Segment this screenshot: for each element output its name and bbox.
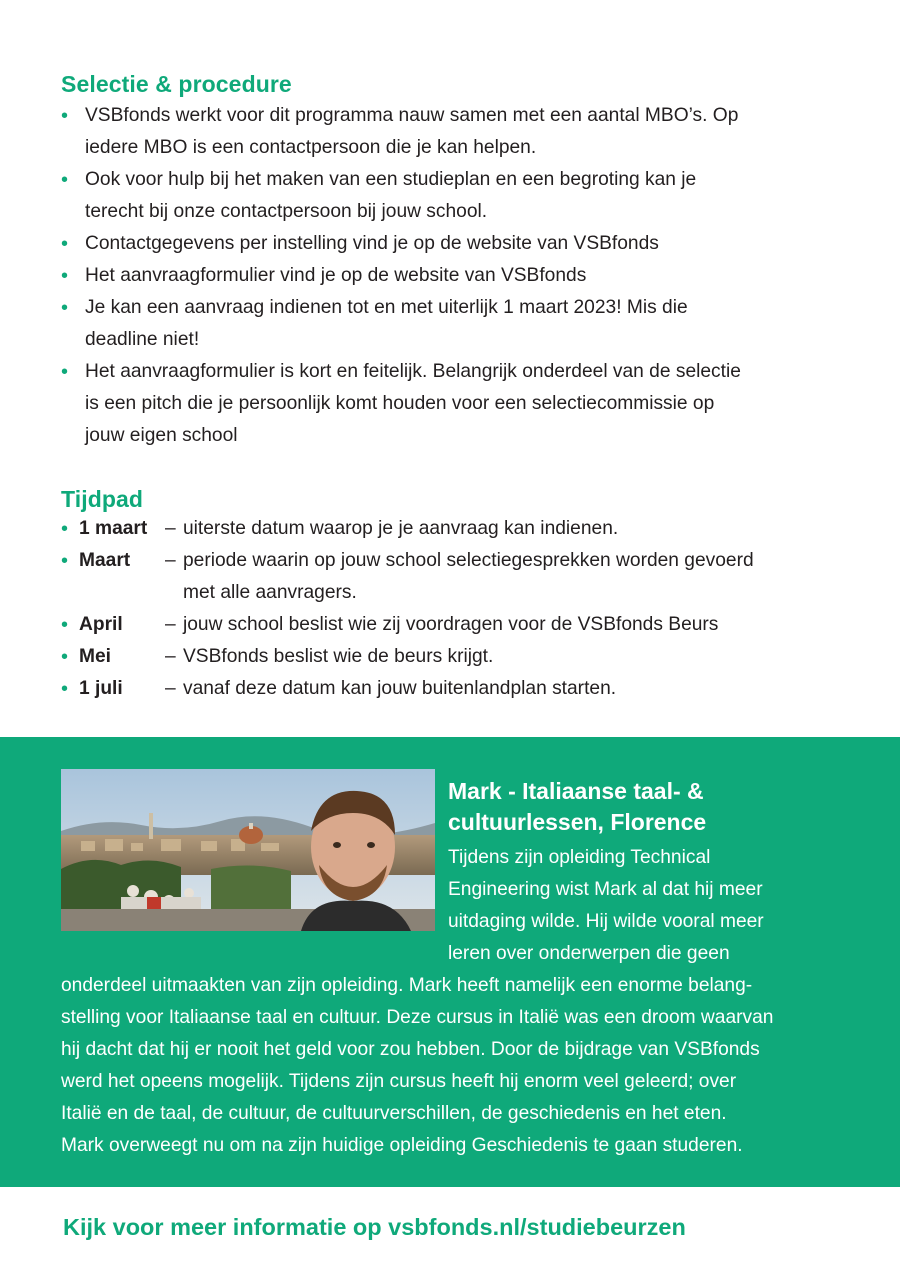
- list-item: [61, 100, 851, 164]
- bullet-text-line: Ook voor hulp bij het maken van een studieplan en een begroting kan je: [85, 169, 697, 190]
- section-tijdpad: [61, 485, 851, 705]
- list-item: [61, 228, 851, 260]
- bullet-icon: •: [61, 614, 69, 636]
- bullet-icon: •: [61, 297, 69, 319]
- timeline-date: 1 juli: [79, 678, 123, 699]
- timeline-row: [61, 545, 851, 609]
- bullet-text-line: terecht bij onze contactpersoon bij jouw school.: [85, 201, 488, 222]
- story-line: werd het opeens mogelijk. Tijdens zijn cursus heeft hij enorm veel geleerd; over: [61, 1071, 737, 1092]
- bullet-icon: •: [61, 233, 69, 255]
- dash-separator: –: [165, 518, 176, 539]
- story-line: Italië en de taal, de cultuur, de cultuurverschillen, de geschiedenis en het eten.: [61, 1103, 727, 1124]
- story-line: leren over onderwerpen die geen: [448, 943, 730, 964]
- bullet-text-line: is een pitch die je persoonlijk komt houden voor een selectiecommissie op: [85, 393, 715, 414]
- bullet-icon: •: [61, 361, 69, 383]
- footer-info-link: Kijk voor meer informatie op vsbfonds.nl/studiebeurzen: [63, 1214, 686, 1240]
- bullet-text-line: Contactgegevens per instelling vind je op de website van VSBfonds: [85, 233, 659, 254]
- story-heading: [448, 776, 868, 838]
- bullet-text-line: Het aanvraagformulier is kort en feitelijk. Belangrijk onderdeel van de selectie: [85, 361, 741, 382]
- story-line: hij dacht dat hij er nooit het geld voor zou hebben. Door de bijdrage van VSBfonds: [61, 1039, 760, 1060]
- section-title-tijdpad: Tijdpad: [61, 486, 144, 512]
- dash-separator: –: [165, 678, 176, 699]
- section-title-selectie: Selectie & procedure: [61, 71, 292, 97]
- list-item: [61, 356, 851, 452]
- timeline-description: [183, 545, 851, 609]
- bullet-text-line: deadline niet!: [85, 329, 200, 350]
- timeline-date: April: [79, 614, 123, 635]
- timeline-row: [61, 641, 851, 673]
- story-line: Mark overweegt nu om na zijn huidige opleiding Geschiedenis te gaan studeren.: [61, 1135, 743, 1156]
- timeline-date: Mei: [79, 646, 111, 667]
- story-line: onderdeel uitmaakten van zijn opleiding. Mark heeft namelijk een enorme belang-: [61, 975, 753, 996]
- story-heading-line: Mark - Italiaanse taal- &: [448, 778, 704, 804]
- timeline-description: VSBfonds beslist wie de beurs krijgt.: [183, 646, 494, 667]
- bullet-icon: •: [61, 169, 69, 191]
- bullet-text-line: VSBfonds werkt voor dit programma nauw samen met een aantal MBO’s. Op: [85, 105, 739, 126]
- timeline-description: jouw school beslist wie zij voordragen voor de VSBfonds Beurs: [183, 614, 719, 635]
- section-selectie-procedure: [61, 70, 851, 452]
- dash-separator: –: [165, 550, 176, 571]
- bullet-text-line: jouw eigen school: [85, 425, 238, 446]
- list-item: [61, 292, 851, 356]
- florence-selfie-image: [61, 769, 435, 931]
- list-item: [61, 164, 851, 228]
- timeline-date: Maart: [79, 550, 131, 571]
- list-item: [61, 260, 851, 292]
- selectie-bullet-list: [61, 100, 851, 452]
- timeline-description-line: met alle aanvragers.: [183, 582, 357, 603]
- story-heading-line: cultuurlessen, Florence: [448, 809, 707, 835]
- dash-separator: –: [165, 646, 176, 667]
- bullet-text-line: iedere MBO is een contactpersoon die je kan helpen.: [85, 137, 537, 158]
- bullet-icon: •: [61, 646, 69, 668]
- story-text-beside-photo: [448, 842, 868, 970]
- story-line: stelling voor Italiaanse taal en cultuur. Deze cursus in Italië was een droom waarvan: [61, 1007, 774, 1028]
- bullet-icon: •: [61, 105, 69, 127]
- story-line: Engineering wist Mark al dat hij meer: [448, 879, 763, 900]
- dash-separator: –: [165, 614, 176, 635]
- bullet-icon: •: [61, 678, 69, 700]
- bullet-icon: •: [61, 550, 69, 572]
- bullet-text-line: Het aanvraagformulier vind je op de website van VSBfonds: [85, 265, 587, 286]
- timeline-row: [61, 609, 851, 641]
- timeline-row: [61, 673, 851, 705]
- bullet-icon: •: [61, 518, 69, 540]
- timeline-date: 1 maart: [79, 518, 148, 539]
- bullet-icon: •: [61, 265, 69, 287]
- bullet-text-line: Je kan een aanvraag indienen tot en met uiterlijk 1 maart 2023! Mis die: [85, 297, 688, 318]
- story-line: uitdaging wilde. Hij wilde vooral meer: [448, 911, 764, 932]
- timeline-row: [61, 513, 851, 545]
- story-text-full-width: [61, 970, 861, 1162]
- timeline-description-line: periode waarin op jouw school selectiegesprekken worden gevoerd: [183, 550, 754, 571]
- timeline-description: vanaf deze datum kan jouw buitenlandplan starten.: [183, 678, 617, 699]
- story-line: Tijdens zijn opleiding Technical: [448, 847, 711, 868]
- timeline-description: uiterste datum waarop je je aanvraag kan indienen.: [183, 518, 619, 539]
- story-photo: [61, 769, 435, 931]
